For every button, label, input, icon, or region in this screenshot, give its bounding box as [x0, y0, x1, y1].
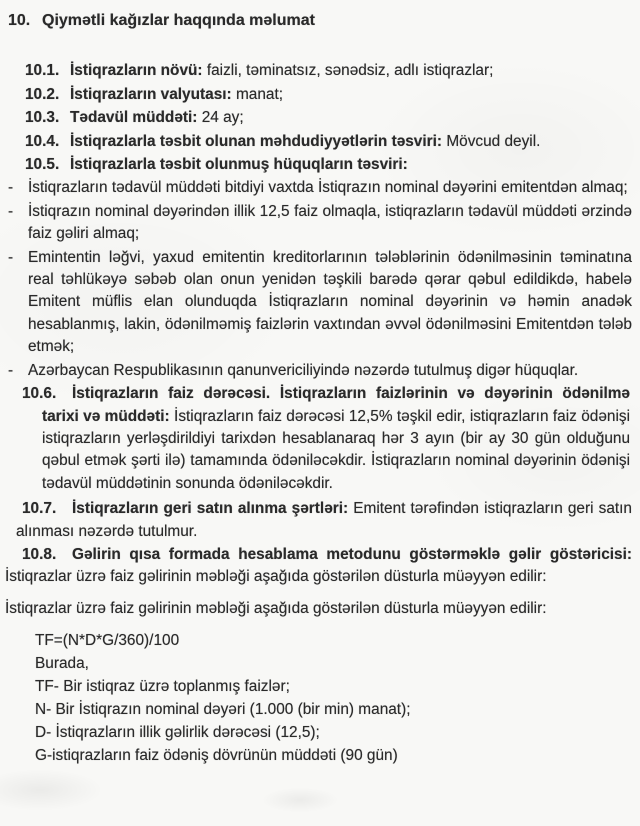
bullet-dash: - [8, 179, 14, 197]
bullet-dash: - [8, 202, 14, 220]
clause-label: Gəlirin qısa formada hesablama metodunu göstərməklə gəlir göstəricisi: [72, 545, 632, 563]
clause-10-7 [16, 498, 632, 543]
clause-10-1 [25, 60, 634, 82]
clause-text: faizli, təminatsız, sənədsiz, adlı istiqrazlar; [206, 62, 494, 80]
bullet-text: İstiqrazların tədavül müddəti bitdiyi vaxtda İstiqrazın nominal dəyərini emitentdən almaq; [28, 179, 628, 197]
section-heading [8, 10, 640, 32]
section-title: Qiymətli kağızlar haqqında məlumat [42, 12, 315, 29]
bullet-dash: - [8, 361, 14, 379]
formula-definition-n: N- Bir İstiqrazın nominal dəyəri (1.000 (bir min) manat); [35, 701, 411, 719]
formula-expression: TF=(N*D*G/360)/100 [35, 632, 180, 650]
clause-label: İstiqrazların faiz dərəcəsi. İstiqrazların faizlərinin və dəyərinin ödənilmə tarixi və müddəti: [42, 385, 630, 425]
clause-text: İstiqrazların faiz dərəcəsi 12,5% təşkil edir, istiqrazların faiz ödənişi istiqrazların yerləşdirildiyi tarixdən hesablanaraq hər 3 ayın (bir ay 30 gün olduğunu qəbul etmək şərti ilə) tamamında ödəniləcəkdir. İstiqrazların nominal dəyərinin ödənişi tədavül müddətinin sonunda ödəniləcəkdir. [42, 407, 630, 492]
rights-bullet-3 [8, 247, 632, 359]
clause-label: İstiqrazların valyutası: [70, 85, 232, 103]
clause-10-2 [25, 84, 634, 106]
repeated-formula-intro-line: İstiqrazlar üzrə faiz gəlirinin məbləği aşağıda göstərilən düsturla müəyyən edilir: [5, 599, 547, 617]
formula-definition-tf: TF- Bir istiqraz üzrə toplanmış faizlər; [35, 678, 290, 696]
clause-text: İstiqrazlar üzrə faiz gəlirinin məbləği aşağıda göstərilən düsturla müəyyən edilir: [5, 568, 547, 586]
clause-number: 10.2. [25, 85, 60, 103]
clause-number: 10.5. [25, 156, 60, 174]
bullet-text: İstiqrazın nominal dəyərindən illik 12,5 faiz olmaqla, istiqrazların tədavül müddəti ərzində faiz gəliri almaq; [28, 202, 632, 243]
bullet-dash: - [8, 248, 14, 266]
rights-bullet-4 [8, 360, 632, 382]
clause-number: 10.3. [25, 109, 60, 127]
clause-text: 24 ay; [201, 109, 244, 127]
clause-number: 10.8. [22, 545, 57, 563]
rights-bullet-2 [8, 201, 632, 246]
clause-10-4 [25, 131, 634, 153]
clause-label: Tədavül müddəti: [70, 109, 198, 127]
bullet-text: Azərbaycan Respublikasının qanunvericiliyində nəzərdə tutulmuş digər hüquqlar. [28, 361, 579, 379]
clause-number: 10.7. [22, 500, 57, 518]
clause-number: 10.4. [25, 132, 60, 150]
section-number: 10. [8, 12, 31, 29]
formula-intro: Burada, [35, 655, 89, 673]
bullet-text: Emintentin ləğvi, yaxud emitentin kreditorlarının tələblərinin ödənilməsinin təminatına real təhlükəyə səbəb olan onun yenidən təşkili barədə qərar qəbul edildikdə, habelə Emitent müflis elan olunduqda İstiqrazların nominal dəyərinin və həmin anadək hesablanmış, lakin, ödənilməmiş faizlərin vaxtından əvvəl ödənilməsini Emitentdən tələb etmək; [28, 248, 632, 356]
clause-number: 10.1. [25, 62, 60, 80]
rights-bullet-1 [8, 177, 632, 199]
clause-number: 10.6. [22, 385, 57, 403]
clause-10-5 [25, 154, 634, 176]
clause-10-6 [22, 383, 630, 495]
formula-definition-g: G-istiqrazların faiz ödəniş dövrünün müddəti (90 gün) [35, 747, 398, 765]
clause-label: İstiqrazlarla təsbit olunan məhdudiyyətlərin təsviri: [70, 132, 443, 150]
clause-10-3 [25, 107, 634, 129]
clause-text: Mövcud deyil. [446, 132, 541, 150]
formula-block [35, 630, 640, 767]
clause-label: İstiqrazlarla təsbit olunmuş hüquqların təsviri: [70, 156, 408, 174]
clause-label: İstiqrazların geri satın alınma şərtləri: [72, 500, 349, 518]
formula-definition-d: D- İstiqrazların illik gəlirlik dərəcəsi (12,5); [35, 724, 320, 742]
clause-label: İstiqrazların növü: [70, 62, 203, 80]
clause-text: Emitent tərəfindən istiqrazların geri satın alınması nəzərdə tutulmur. [16, 500, 632, 540]
clause-10-8 [5, 544, 632, 589]
clause-text: manat; [235, 85, 284, 103]
